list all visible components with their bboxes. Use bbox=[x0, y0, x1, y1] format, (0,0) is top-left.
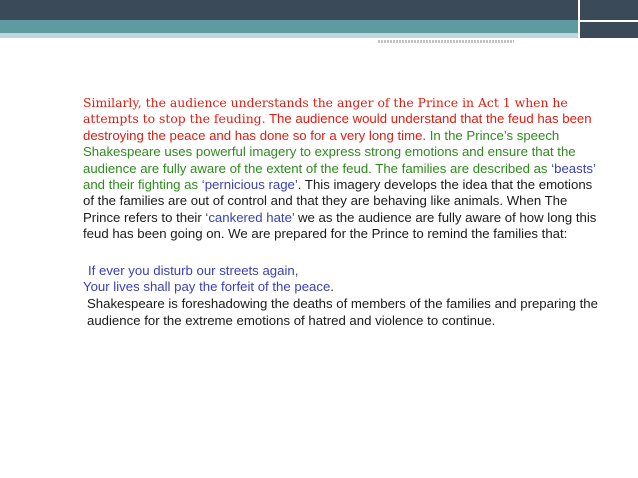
header-band-light bbox=[0, 33, 638, 38]
imagery-sentence: In the Prince’s speech Shakespeare uses powerful imagery to express strong emotions and ensure that the audience are fully aware of the extent of the feud. The families are described as bbox=[83, 127, 576, 176]
paragraph-analysis bbox=[83, 95, 603, 243]
header-band-dark bbox=[0, 0, 638, 20]
paragraph-foreshadowing: Shakespeare is foreshadowing the deaths of members of the families and preparing the audience for the extreme emotions of hatred and violence to continue. bbox=[87, 296, 598, 328]
slide-text-body bbox=[83, 95, 603, 329]
decorative-hatch-line bbox=[378, 40, 514, 43]
audience-text: we as the audience are fully aware of how long this feud has been going on. We are prepared for the Prince to remind the families that: bbox=[83, 209, 597, 242]
feud-sentence: The audience would understand that the feud has been destroying the peace and has done so for a very long time. bbox=[83, 111, 592, 143]
prince-quote bbox=[83, 263, 603, 296]
emotions-text: . This imagery develops the idea that the emotions of the families are out of control and that they are behaving like animals. When The Prince refers to their bbox=[83, 177, 593, 225]
intro-sentence: Similarly, the audience understands the anger of the Prince in Act 1 when he attempts to stop the feuding. bbox=[83, 95, 568, 127]
quote-beasts: ‘beasts’ bbox=[551, 160, 596, 176]
quote-pernicious-rage: ‘pernicious rage’ bbox=[201, 177, 298, 193]
quote-line-1: If ever you disturb our streets again, bbox=[88, 262, 299, 278]
header-corner-box bbox=[578, 0, 638, 38]
quote-cankered-hate: ‘cankered hate’ bbox=[205, 209, 295, 225]
header-band-teal bbox=[0, 20, 638, 33]
fighting-text: and their fighting as bbox=[83, 177, 202, 193]
quote-line-2: Your lives shall pay the forfeit of the peace. bbox=[83, 279, 334, 295]
